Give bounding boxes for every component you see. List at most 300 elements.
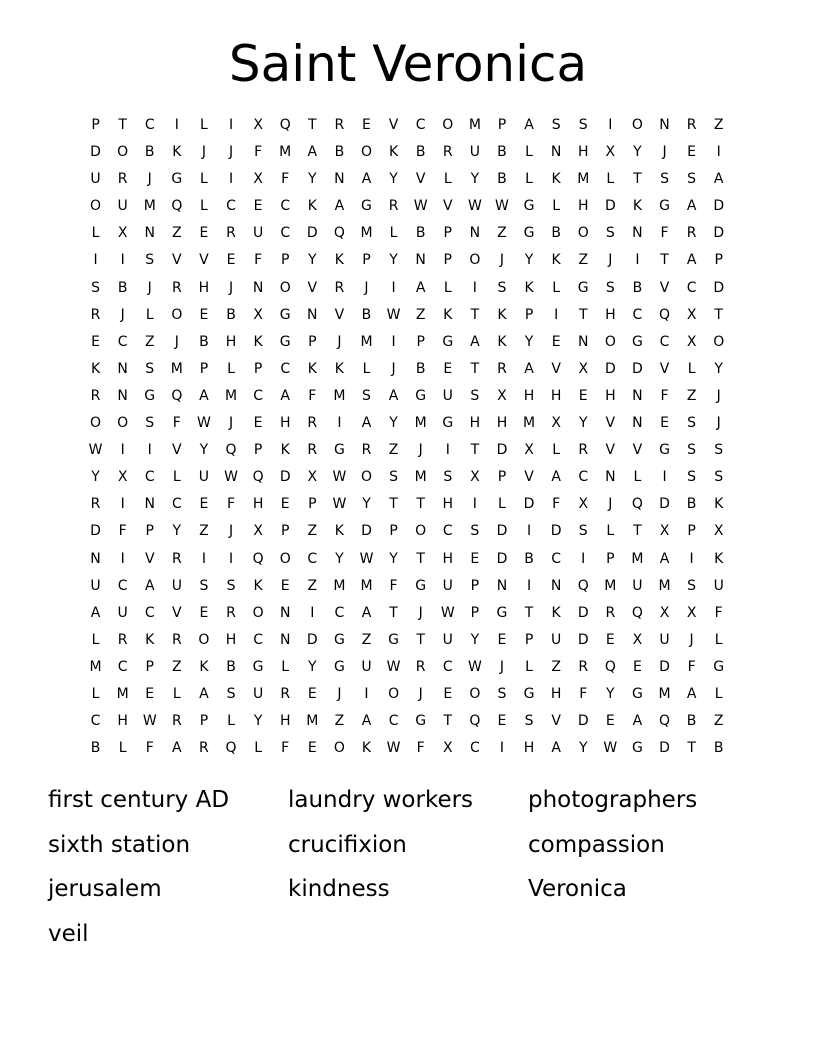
grid-letter: F bbox=[714, 604, 723, 621]
grid-letter: L bbox=[552, 198, 561, 215]
grid-letter: Z bbox=[144, 333, 155, 350]
grid-letter: N bbox=[605, 469, 616, 486]
grid-letter: H bbox=[550, 387, 562, 404]
grid-letter: D bbox=[713, 198, 725, 215]
grid-letter: X bbox=[253, 306, 263, 323]
grid-row bbox=[82, 139, 732, 166]
grid-letter: O bbox=[279, 279, 291, 296]
grid-letter: V bbox=[524, 469, 534, 486]
grid-letter: C bbox=[334, 604, 345, 621]
grid-letter: B bbox=[361, 306, 372, 323]
grid-letter: X bbox=[713, 523, 724, 540]
grid-letter: C bbox=[551, 550, 562, 567]
grid-letter: E bbox=[605, 713, 615, 730]
grid-letter: W bbox=[359, 550, 374, 567]
grid-letter: F bbox=[281, 171, 290, 188]
grid-letter: U bbox=[198, 469, 210, 486]
grid-letter: J bbox=[418, 442, 423, 459]
grid-letter: Z bbox=[415, 306, 426, 323]
grid-letter: K bbox=[145, 631, 155, 648]
grid-letter: L bbox=[606, 171, 615, 188]
grid-letter: M bbox=[116, 685, 129, 702]
grid-letter: Y bbox=[308, 171, 317, 188]
grid-letter: A bbox=[361, 604, 372, 621]
grid-letter: G bbox=[442, 333, 454, 350]
grid-letter: F bbox=[172, 415, 181, 432]
grid-letter: M bbox=[89, 658, 102, 675]
grid-letter: P bbox=[199, 360, 209, 377]
grid-letter: M bbox=[143, 198, 156, 215]
grid-letter: E bbox=[199, 306, 209, 323]
grid-letter: P bbox=[470, 577, 480, 594]
grid-letter: S bbox=[714, 442, 724, 459]
grid-row bbox=[82, 708, 732, 735]
grid-letter: G bbox=[171, 171, 183, 188]
grid-letter: V bbox=[172, 604, 182, 621]
grid-letter: P bbox=[280, 252, 290, 269]
grid-letter: B bbox=[90, 740, 101, 757]
grid-letter: I bbox=[499, 740, 505, 757]
grid-letter: Q bbox=[252, 550, 264, 567]
grid-letter: I bbox=[120, 442, 125, 459]
grid-letter: G bbox=[713, 658, 725, 675]
grid-letter: L bbox=[227, 713, 235, 730]
grid-letter: K bbox=[551, 252, 561, 269]
grid-letter: S bbox=[470, 523, 480, 540]
grid-letter: C bbox=[171, 496, 182, 513]
grid-letter: D bbox=[90, 523, 101, 540]
grid-letter: U bbox=[90, 171, 101, 188]
grid-letter: O bbox=[252, 604, 264, 621]
grid-row bbox=[82, 329, 732, 356]
grid-letter: P bbox=[389, 523, 398, 540]
grid-letter: E bbox=[307, 740, 317, 757]
grid-letter: N bbox=[117, 387, 128, 404]
grid-letter: O bbox=[90, 198, 102, 215]
grid-letter: E bbox=[307, 685, 317, 702]
grid-letter: O bbox=[90, 415, 102, 432]
grid-letter: N bbox=[144, 225, 155, 242]
grid-letter: E bbox=[280, 496, 290, 513]
grid-letter: G bbox=[333, 658, 345, 675]
grid-letter: N bbox=[632, 415, 643, 432]
grid-letter: R bbox=[199, 740, 209, 757]
grid-letter: J bbox=[662, 144, 667, 161]
grid-row bbox=[82, 464, 732, 491]
grid-letter: B bbox=[686, 496, 697, 513]
grid-letter: H bbox=[523, 740, 535, 757]
grid-row bbox=[82, 383, 732, 410]
grid-letter: A bbox=[361, 171, 372, 188]
grid-letter: Z bbox=[388, 442, 399, 459]
grid-letter: O bbox=[171, 306, 183, 323]
grid-letter: E bbox=[226, 252, 236, 269]
grid-letter: E bbox=[660, 415, 669, 432]
grid-letter: V bbox=[172, 442, 182, 459]
grid-letter: V bbox=[199, 252, 209, 269]
grid-letter: R bbox=[497, 360, 507, 377]
grid-letter: Y bbox=[524, 333, 534, 350]
grid-letter: S bbox=[578, 117, 588, 133]
grid-letter: U bbox=[117, 604, 128, 621]
grid-letter: R bbox=[307, 415, 318, 432]
grid-letter: J bbox=[418, 604, 423, 621]
grid-letter: S bbox=[660, 171, 669, 188]
grid-letter: C bbox=[90, 713, 101, 730]
grid-letter: H bbox=[496, 415, 508, 432]
grid-letter: E bbox=[145, 685, 155, 702]
grid-letter: X bbox=[117, 225, 128, 242]
grid-letter: D bbox=[90, 144, 101, 161]
grid-letter: L bbox=[200, 171, 208, 188]
grid-letter: M bbox=[604, 577, 617, 594]
grid-row bbox=[82, 518, 732, 545]
grid-letter: U bbox=[171, 577, 182, 594]
grid-letter: P bbox=[524, 631, 534, 648]
grid-letter: K bbox=[714, 496, 724, 513]
grid-letter: O bbox=[279, 550, 291, 567]
grid-letter: A bbox=[686, 252, 697, 269]
grid-letter: R bbox=[171, 279, 182, 296]
grid-letter: Q bbox=[631, 496, 643, 513]
grid-letter: Q bbox=[171, 387, 183, 404]
grid-letter: C bbox=[280, 198, 291, 215]
grid-letter: I bbox=[581, 550, 586, 567]
grid-letter: E bbox=[578, 387, 588, 404]
grid-letter: G bbox=[631, 685, 643, 702]
grid-letter: E bbox=[632, 658, 642, 675]
grid-letter: F bbox=[660, 387, 669, 404]
grid-letter: Z bbox=[551, 658, 561, 675]
grid-letter: A bbox=[199, 685, 209, 702]
grid-letter: H bbox=[117, 713, 128, 730]
grid-row bbox=[82, 437, 732, 464]
grid-letter: J bbox=[364, 279, 369, 296]
grid-letter: Y bbox=[633, 144, 642, 161]
grid-letter: O bbox=[415, 523, 427, 540]
grid-letter: I bbox=[147, 442, 152, 459]
grid-letter: R bbox=[90, 387, 101, 404]
grid-letter: G bbox=[496, 604, 508, 621]
grid-letter: Z bbox=[713, 117, 724, 133]
grid-letter: J bbox=[120, 306, 125, 323]
grid-letter: L bbox=[633, 469, 642, 486]
grid-letter: N bbox=[577, 333, 589, 350]
grid-letter: N bbox=[550, 577, 562, 594]
grid-letter: E bbox=[91, 333, 100, 350]
grid-letter: O bbox=[469, 685, 481, 702]
grid-letter: Y bbox=[91, 469, 100, 486]
grid-letter: G bbox=[442, 415, 454, 432]
grid-row bbox=[82, 112, 732, 139]
grid-letter: W bbox=[413, 198, 428, 215]
grid-letter: Y bbox=[362, 496, 371, 513]
grid-letter: D bbox=[550, 523, 562, 540]
grid-letter: Q bbox=[279, 117, 291, 133]
grid-letter: M bbox=[468, 117, 481, 133]
grid-letter: L bbox=[145, 306, 154, 323]
grid-letter: O bbox=[360, 469, 372, 486]
grid-letter: S bbox=[91, 279, 100, 296]
grid-letter: G bbox=[361, 198, 372, 215]
grid-row bbox=[82, 491, 732, 518]
grid-letter: L bbox=[389, 225, 398, 242]
grid-letter: L bbox=[281, 658, 290, 675]
grid-letter: C bbox=[686, 279, 697, 296]
grid-letter: L bbox=[714, 631, 723, 648]
grid-row bbox=[82, 573, 732, 600]
grid-letter: F bbox=[687, 658, 696, 675]
grid-letter: S bbox=[605, 225, 615, 242]
grid-row bbox=[82, 410, 732, 437]
grid-letter: V bbox=[388, 117, 399, 133]
grid-letter: J bbox=[418, 685, 423, 702]
grid-letter: Y bbox=[253, 713, 263, 730]
grid-letter: E bbox=[443, 360, 453, 377]
grid-letter: I bbox=[554, 306, 559, 323]
grid-letter: G bbox=[523, 198, 535, 215]
grid-letter: B bbox=[334, 144, 345, 161]
grid-letter: A bbox=[90, 604, 101, 621]
grid-letter: A bbox=[524, 360, 534, 377]
grid-letter: T bbox=[633, 171, 642, 188]
grid-letter: E bbox=[497, 713, 507, 730]
grid-letter: H bbox=[605, 387, 616, 404]
grid-letter: Y bbox=[308, 658, 317, 675]
grid-letter: R bbox=[171, 550, 182, 567]
grid-letter: Y bbox=[199, 442, 209, 459]
grid-letter: Y bbox=[578, 740, 588, 757]
word-list-item: sixth station bbox=[48, 831, 191, 858]
grid-letter: I bbox=[93, 252, 98, 269]
grid-letter: K bbox=[551, 604, 561, 621]
grid-letter: D bbox=[496, 523, 508, 540]
grid-letter: M bbox=[658, 685, 671, 702]
grid-letter: Y bbox=[714, 360, 723, 377]
grid-row bbox=[82, 735, 732, 762]
grid-letter: X bbox=[551, 415, 561, 432]
grid-letter: I bbox=[201, 550, 206, 567]
grid-letter: J bbox=[228, 523, 234, 540]
grid-letter: M bbox=[224, 387, 238, 404]
grid-letter: V bbox=[172, 252, 182, 269]
grid-letter: L bbox=[498, 496, 506, 513]
grid-letter: T bbox=[470, 442, 480, 459]
grid-letter: Y bbox=[524, 252, 534, 269]
grid-letter: H bbox=[225, 333, 237, 350]
grid-letter: H bbox=[523, 387, 535, 404]
grid-letter: F bbox=[660, 225, 669, 242]
grid-letter: A bbox=[280, 387, 290, 404]
grid-letter: I bbox=[445, 442, 450, 459]
grid-letter: O bbox=[631, 117, 643, 133]
grid-letter: T bbox=[389, 604, 398, 621]
grid-letter: D bbox=[659, 496, 670, 513]
grid-letter: G bbox=[144, 387, 156, 404]
grid-letter: I bbox=[310, 604, 315, 621]
grid-letter: K bbox=[334, 252, 344, 269]
grid-letter: P bbox=[687, 523, 696, 540]
grid-letter: R bbox=[90, 496, 101, 513]
grid-letter: S bbox=[551, 117, 561, 133]
grid-letter: H bbox=[442, 550, 454, 567]
grid-row bbox=[82, 193, 732, 220]
grid-letter: E bbox=[687, 144, 697, 161]
grid-letter: M bbox=[279, 144, 292, 161]
grid-letter: A bbox=[551, 740, 561, 757]
grid-letter: C bbox=[117, 658, 128, 675]
grid-letter: S bbox=[145, 415, 155, 432]
grid-letter: K bbox=[280, 442, 290, 459]
grid-letter: R bbox=[226, 225, 236, 242]
grid-letter: K bbox=[443, 306, 453, 323]
grid-letter: L bbox=[254, 740, 263, 757]
grid-letter: Z bbox=[713, 713, 724, 730]
grid-letter: K bbox=[334, 360, 344, 377]
grid-letter: L bbox=[172, 469, 181, 486]
word-list-item: photographers bbox=[528, 787, 698, 813]
grid-letter: Y bbox=[308, 252, 317, 269]
grid-letter: P bbox=[253, 442, 263, 459]
grid-letter: E bbox=[362, 117, 371, 133]
grid-letter: E bbox=[551, 333, 561, 350]
grid-letter: R bbox=[90, 306, 101, 323]
grid-letter: Y bbox=[389, 171, 398, 188]
grid-letter: O bbox=[333, 740, 345, 757]
grid-letter: B bbox=[632, 279, 643, 296]
grid-letter: A bbox=[307, 144, 318, 161]
grid-letter: L bbox=[362, 360, 371, 377]
grid-letter: R bbox=[307, 442, 318, 459]
grid-letter: A bbox=[524, 117, 534, 133]
grid-letter: Y bbox=[389, 550, 398, 567]
grid-letter: A bbox=[334, 198, 345, 215]
grid-letter: D bbox=[604, 360, 616, 377]
grid-letter: R bbox=[171, 713, 182, 730]
grid-letter: H bbox=[605, 306, 616, 323]
grid-letter: J bbox=[228, 415, 234, 432]
grid-letter: D bbox=[496, 550, 508, 567]
grid-letter: Y bbox=[389, 415, 398, 432]
grid-letter: B bbox=[497, 171, 507, 188]
grid-letter: M bbox=[360, 225, 373, 242]
grid-letter: S bbox=[389, 469, 399, 486]
grid-letter: P bbox=[253, 360, 263, 377]
grid-letter: Y bbox=[470, 171, 480, 188]
grid-letter: S bbox=[145, 252, 155, 269]
grid-letter: G bbox=[388, 631, 399, 648]
grid-letter: U bbox=[551, 631, 562, 648]
grid-letter: X bbox=[253, 523, 263, 540]
grid-letter: L bbox=[552, 279, 561, 296]
grid-letter: I bbox=[526, 577, 532, 594]
grid-letter: J bbox=[608, 496, 613, 513]
grid-letter: I bbox=[337, 415, 342, 432]
grid-letter: R bbox=[361, 442, 372, 459]
grid-letter: E bbox=[470, 550, 480, 567]
grid-letter: P bbox=[497, 117, 507, 133]
grid-letter: B bbox=[686, 713, 697, 730]
grid-letter: X bbox=[605, 144, 616, 161]
grid-letter: B bbox=[144, 144, 155, 161]
grid-letter: L bbox=[91, 225, 100, 242]
grid-letter: P bbox=[443, 252, 452, 269]
grid-letter: T bbox=[524, 604, 534, 621]
grid-letter: I bbox=[228, 550, 234, 567]
grid-letter: M bbox=[170, 360, 183, 377]
grid-letter: R bbox=[334, 117, 345, 133]
grid-letter: P bbox=[497, 469, 507, 486]
grid-letter: L bbox=[443, 171, 452, 188]
grid-letter: H bbox=[577, 198, 589, 215]
grid-letter: N bbox=[496, 577, 508, 594]
grid-letter: F bbox=[254, 252, 263, 269]
grid-letter: X bbox=[659, 604, 670, 621]
grid-letter: G bbox=[415, 387, 427, 404]
grid-letter: R bbox=[415, 658, 426, 675]
grid-letter: E bbox=[497, 631, 507, 648]
grid-letter: K bbox=[172, 144, 182, 161]
word-list-item: compassion bbox=[528, 831, 665, 858]
grid-letter: S bbox=[687, 577, 697, 594]
word-list-item: kindness bbox=[288, 876, 390, 902]
grid-letter: J bbox=[716, 387, 721, 404]
grid-letter: D bbox=[604, 198, 616, 215]
grid-letter: L bbox=[687, 360, 696, 377]
grid-letter: Z bbox=[361, 631, 372, 648]
grid-letter: Q bbox=[659, 306, 671, 323]
grid-letter: C bbox=[117, 333, 128, 350]
grid-letter: O bbox=[388, 685, 400, 702]
grid-letter: P bbox=[91, 117, 100, 133]
grid-letter: A bbox=[632, 713, 643, 730]
grid-letter: W bbox=[440, 604, 455, 621]
grid-letter: P bbox=[199, 713, 209, 730]
grid-letter: T bbox=[470, 360, 480, 377]
grid-letter: I bbox=[635, 252, 640, 269]
grid-letter: W bbox=[386, 306, 401, 323]
grid-letter: Q bbox=[659, 713, 671, 730]
grid-letter: A bbox=[686, 685, 697, 702]
grid-letter: T bbox=[660, 252, 669, 269]
grid-letter: C bbox=[280, 360, 291, 377]
grid-letter: B bbox=[199, 333, 209, 350]
grid-letter: N bbox=[632, 225, 643, 242]
grid-letter: U bbox=[713, 577, 724, 594]
grid-letter: S bbox=[226, 685, 236, 702]
grid-letter: M bbox=[333, 387, 346, 404]
grid-letter: L bbox=[200, 198, 208, 215]
grid-letter: I bbox=[526, 523, 532, 540]
grid-letter: C bbox=[578, 469, 589, 486]
grid-letter: J bbox=[391, 360, 396, 377]
grid-letter: I bbox=[228, 117, 234, 133]
grid-letter: X bbox=[686, 604, 697, 621]
grid-letter: X bbox=[578, 496, 589, 513]
grid-letter: M bbox=[360, 577, 373, 594]
grid-letter: E bbox=[199, 496, 209, 513]
grid-letter: T bbox=[308, 117, 317, 133]
grid-letter: L bbox=[227, 360, 235, 377]
grid-letter: Z bbox=[497, 225, 507, 242]
word-list bbox=[48, 778, 768, 956]
word-list-item: laundry workers bbox=[288, 787, 474, 813]
grid-letter: K bbox=[551, 171, 561, 188]
word-list-item: first century AD bbox=[48, 787, 230, 813]
grid-letter: M bbox=[631, 550, 644, 567]
grid-row bbox=[82, 654, 732, 681]
grid-letter: I bbox=[120, 550, 125, 567]
